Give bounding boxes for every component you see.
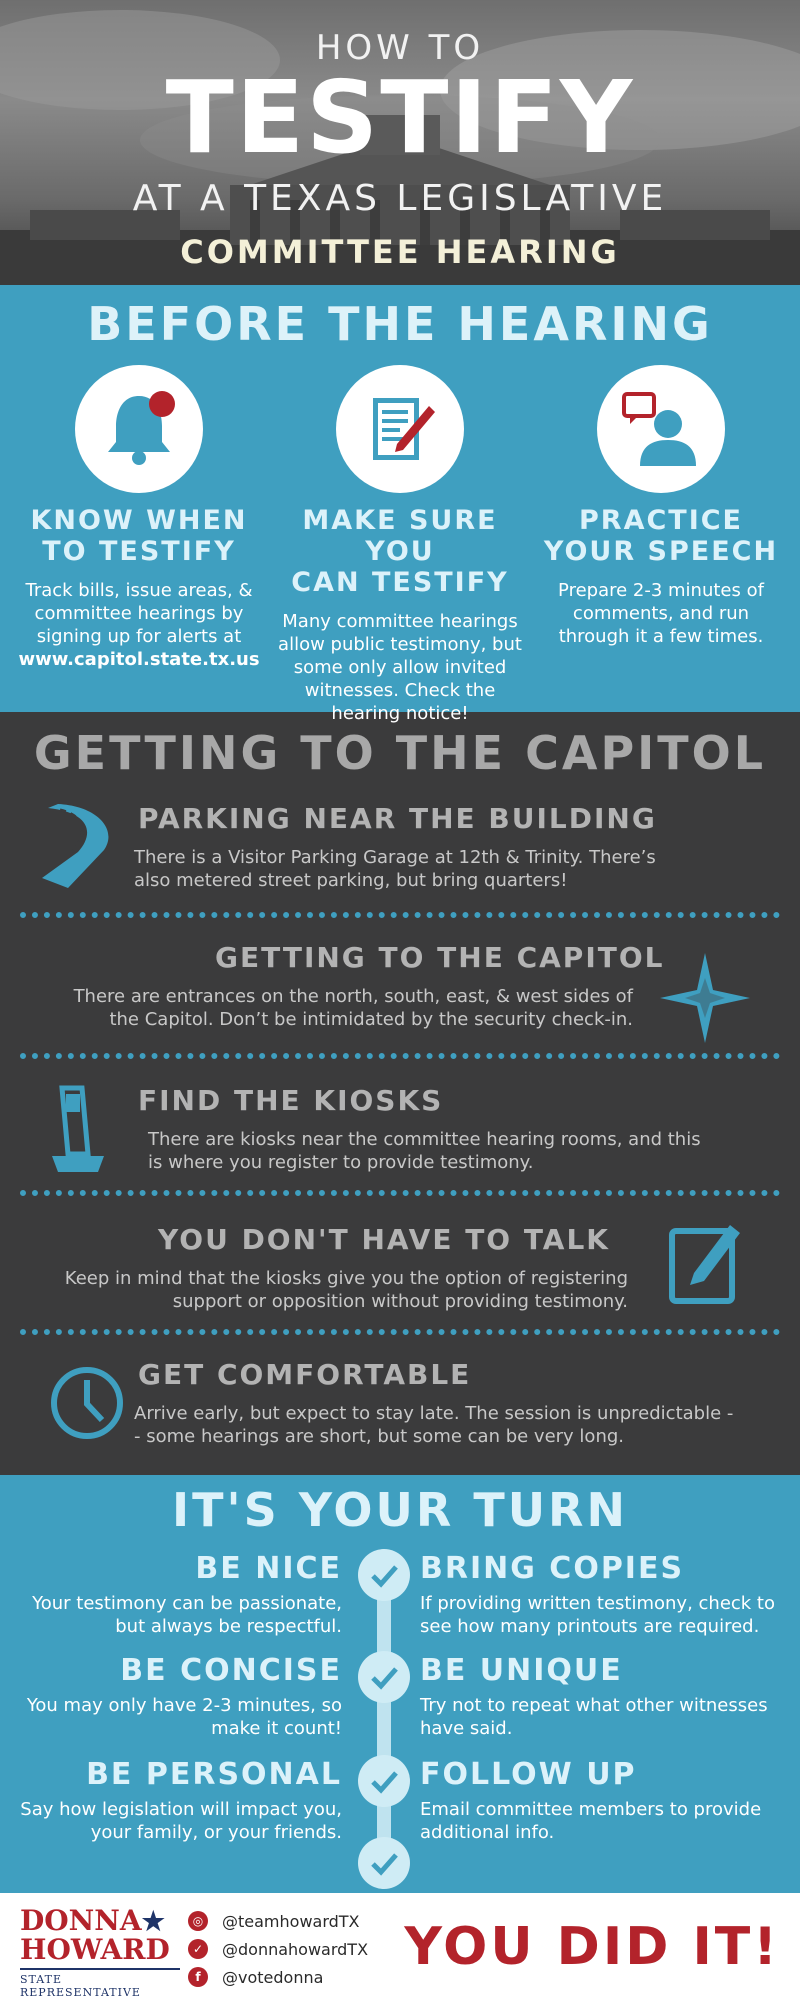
tip-title: BE NICE	[195, 1551, 342, 1586]
item-text: There is a Visitor Parking Garage at 12th & Trinity. There’s	[134, 847, 656, 868]
tip-text: If providing written testimony, check to see how many printouts are required.	[420, 1593, 775, 1637]
item-text: - some hearings are short, but some can be very long.	[134, 1426, 624, 1447]
document-pen-icon	[336, 365, 464, 493]
item-text: There are kiosks near the committee hearing rooms, and this	[148, 1129, 701, 1150]
tip-text: Many committee hearings allow public testimony, but some only allow invited witnesses. Check the hearing notice!	[278, 611, 522, 724]
section-title-getting: GETTING TO THE CAPITOL	[33, 726, 767, 780]
tip-be-nice	[2, 1551, 342, 1638]
tip-text: Email committee members to provide additional info.	[420, 1799, 762, 1843]
item-text: also metered street parking, but bring quarters!	[134, 870, 568, 891]
item-title: GET COMFORTABLE	[138, 1358, 472, 1391]
capitol-website-link[interactable]: www.capitol.state.tx.us	[18, 649, 260, 670]
section-before-hearing	[0, 285, 800, 724]
road-icon	[38, 802, 110, 892]
tip-text: Prepare 2-3 minutes of comments, and run through it a few times.	[558, 580, 764, 647]
section-getting-to-capitol	[0, 712, 800, 1475]
donna-howard-logo	[20, 1904, 180, 1999]
speaker-icon	[597, 365, 725, 493]
tip-be-concise	[2, 1653, 342, 1740]
logo-line1: DONNA	[20, 1904, 142, 1937]
item-text: Keep in mind that the kiosks give you the option of registering	[64, 1268, 628, 1289]
item-text: There are entrances on the north, south, east, & west sides of	[73, 986, 633, 1007]
section-your-turn	[0, 1475, 800, 1893]
tip-title-b: TO TESTIFY	[42, 536, 236, 567]
tip-title: BE CONCISE	[120, 1653, 342, 1688]
section-title-turn: IT'S YOUR TURN	[172, 1483, 628, 1537]
item-title: YOU DON'T HAVE TO TALK	[158, 1223, 610, 1256]
dotted-divider	[20, 1053, 780, 1059]
tip-title: BRING COPIES	[420, 1551, 685, 1586]
social-twitter[interactable]	[188, 1935, 368, 1963]
star-icon: ★	[141, 1907, 165, 1937]
facebook-icon: f	[188, 1967, 208, 1987]
social-facebook[interactable]	[188, 1963, 368, 1991]
dotted-divider	[20, 1329, 780, 1335]
item-getting	[0, 929, 800, 1066]
item-comfortable	[0, 1340, 800, 1477]
header	[0, 0, 800, 285]
tip-title: FOLLOW UP	[420, 1757, 637, 1792]
tip-practice	[536, 365, 786, 725]
tip-follow-up	[420, 1757, 790, 1844]
title-line-how-to: HOW TO	[315, 28, 485, 68]
tip-text: Your testimony can be passionate, but always be respectful.	[32, 1593, 342, 1637]
tip-title-a: MAKE SURE YOU	[302, 505, 498, 567]
item-parking	[0, 792, 800, 929]
tip-be-unique	[420, 1653, 790, 1740]
dotted-divider	[20, 912, 780, 918]
section-title-before: BEFORE THE HEARING	[87, 297, 713, 351]
tip-text: Try not to repeat what other witnesses have said.	[420, 1695, 768, 1739]
pencil-square-icon	[668, 1217, 744, 1309]
tip-text: Track bills, issue areas, & committee hearings by signing up for alerts at	[25, 580, 253, 647]
item-text: the Capitol. Don’t be intimidated by the security check-in.	[109, 1009, 633, 1030]
item-no-talk	[0, 1203, 800, 1340]
compass-star-icon	[660, 953, 750, 1043]
item-text: is where you register to provide testimony.	[148, 1152, 534, 1173]
title-line-committee: COMMITTEE HEARING	[180, 233, 620, 271]
footer	[0, 1893, 800, 2000]
tip-text: Say how legislation will impact you, your family, or your friends.	[20, 1799, 342, 1843]
instagram-icon: ◎	[188, 1911, 208, 1931]
item-text: Arrive early, but expect to stay late. The session is unpredictable -	[134, 1403, 734, 1424]
tip-bring-copies	[420, 1551, 790, 1638]
item-title: PARKING NEAR THE BUILDING	[138, 802, 657, 835]
you-did-it-tagline: YOU DID IT!	[404, 1917, 780, 1977]
bell-icon	[75, 365, 203, 493]
item-title: GETTING TO THE CAPITOL	[215, 941, 665, 974]
twitter-icon: ✓	[188, 1939, 208, 1959]
logo-line2: HOWARD	[20, 1933, 170, 1966]
tip-text: You may only have 2-3 minutes, so make it count!	[26, 1695, 342, 1739]
check-icon	[358, 1755, 410, 1807]
tip-be-personal	[2, 1757, 342, 1844]
logo-subtitle: STATE REPRESENTATIVE	[20, 1968, 180, 1999]
title-testify: TESTIFY	[165, 59, 635, 176]
title-line-texas: AT A TEXAS LEGISLATIVE	[132, 178, 668, 219]
check-icon	[358, 1651, 410, 1703]
tip-title-b: CAN TESTIFY	[291, 567, 509, 598]
item-title: FIND THE KIOSKS	[138, 1084, 444, 1117]
check-icon	[358, 1549, 410, 1601]
dotted-divider	[20, 1190, 780, 1196]
clock-icon	[48, 1364, 126, 1442]
item-text: support or opposition without providing testimony.	[172, 1291, 628, 1312]
social-handle: @votedonna	[222, 1967, 324, 1987]
check-icon	[358, 1837, 410, 1889]
item-kiosks	[0, 1066, 800, 1203]
tip-know-when	[14, 365, 264, 725]
timeline-line	[377, 1575, 391, 1875]
social-handle: @teamhowardTX	[222, 1911, 360, 1931]
kiosk-icon	[48, 1084, 108, 1176]
social-instagram[interactable]	[188, 1907, 368, 1935]
tip-title: BE UNIQUE	[420, 1653, 623, 1688]
social-links	[188, 1907, 368, 1991]
tip-title: BE PERSONAL	[86, 1757, 342, 1792]
tip-title-a: PRACTICE	[578, 505, 743, 536]
tip-title-b: YOUR SPEECH	[543, 536, 779, 567]
tip-make-sure	[275, 365, 525, 725]
social-handle: @donnahowardTX	[222, 1939, 369, 1959]
tip-title-a: KNOW WHEN	[30, 505, 248, 536]
